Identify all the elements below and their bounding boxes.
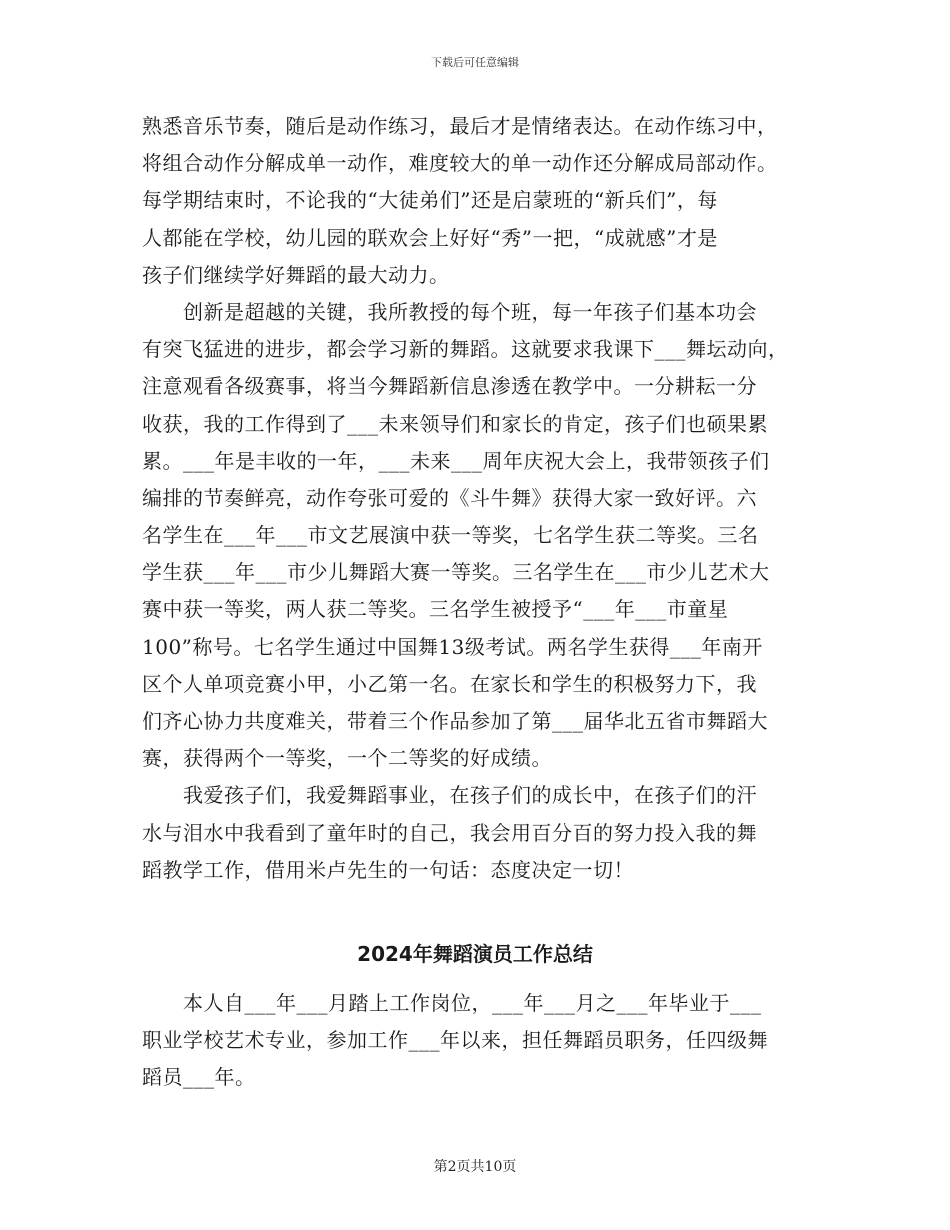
section-body	[142, 985, 812, 1097]
body-line: 赛中获一等奖，两人获二等奖。三名学生被授予“___年___市童星	[142, 597, 729, 622]
body-line: 编排的节奏鲜亮，动作夸张可爱的《斗牛舞》获得大家一致好评。六	[142, 485, 757, 510]
body-line: 有突飞猛进的进步，都会学习新的舞蹈。这就要求我课下___舞坛动向，	[142, 337, 789, 362]
body-line: 水与泪水中我看到了童年时的自己，我会用百分百的努力投入我的舞	[142, 820, 757, 845]
body-line: 人都能在学校，幼儿园的联欢会上好好“秀”一把，“成就感”才是	[142, 225, 718, 250]
body-line: 区个人单项竞赛小甲，小乙第一名。在家长和学生的积极努力下，我	[142, 671, 757, 696]
body-line: 学生获___年___市少儿舞蹈大赛一等奖。三名学生在___市少儿艺术大	[142, 560, 770, 585]
body-line: 名学生在___年___市文艺展演中获一等奖，七名学生获二等奖。三名	[142, 523, 759, 548]
page-header-note: 下载后可任意编辑	[431, 56, 519, 69]
page-number: 第2页共10页	[433, 1159, 517, 1175]
body-line: 们齐心协力共度难关，带着三个作品参加了第___届华北五省市舞蹈大	[142, 709, 768, 733]
body-line: 我爱孩子们，我爱舞蹈事业，在孩子们的成长中，在孩子们的汗	[142, 783, 757, 808]
body-line: 赛，获得两个一等奖，一个二等奖的好成绩。	[142, 746, 552, 771]
section-line: 职业学校艺术专业，参加工作___年以来，担任舞蹈员职务，任四级舞	[142, 1028, 768, 1053]
section-title: 2024年舞蹈演员工作总结	[357, 942, 593, 966]
body-line: 孩子们继续学好舞蹈的最大动力。	[142, 262, 450, 287]
body-line: 熟悉音乐节奏，随后是动作练习，最后才是情绪表达。在动作练习中，	[142, 114, 778, 138]
body-line: 创新是超越的关键，我所教授的每个班，每一年孩子们基本功会	[142, 299, 757, 324]
body-line: 注意观看各级赛事，将当今舞蹈新信息渗透在教学中。一分耕耘一分	[142, 374, 757, 399]
body-line: 每学期结束时，不论我的“大徒弟们”还是启蒙班的“新兵们”，每	[142, 188, 718, 213]
body-line: 100”称号。七名学生通过中国舞13级考试。两名学生获得___年南开	[142, 634, 763, 659]
body-line: 累。___年是丰收的一年，___未来___周年庆祝大会上，我带领孩子们	[142, 448, 770, 473]
body-line: 将组合动作分解成单一动作，难度较大的单一动作还分解成局部动作。	[142, 151, 778, 176]
section-line: 本人自___年___月踏上工作岗位，___年___月之___年毕业于___	[142, 991, 762, 1015]
section-line: 蹈员___年。	[142, 1065, 256, 1090]
body-line: 收获，我的工作得到了___未来领导们和家长的肯定，孩子们也硕果累	[142, 411, 768, 436]
document-body	[142, 108, 812, 889]
body-line: 蹈教学工作，借用米卢先生的一句话：态度决定一切！	[142, 857, 634, 882]
